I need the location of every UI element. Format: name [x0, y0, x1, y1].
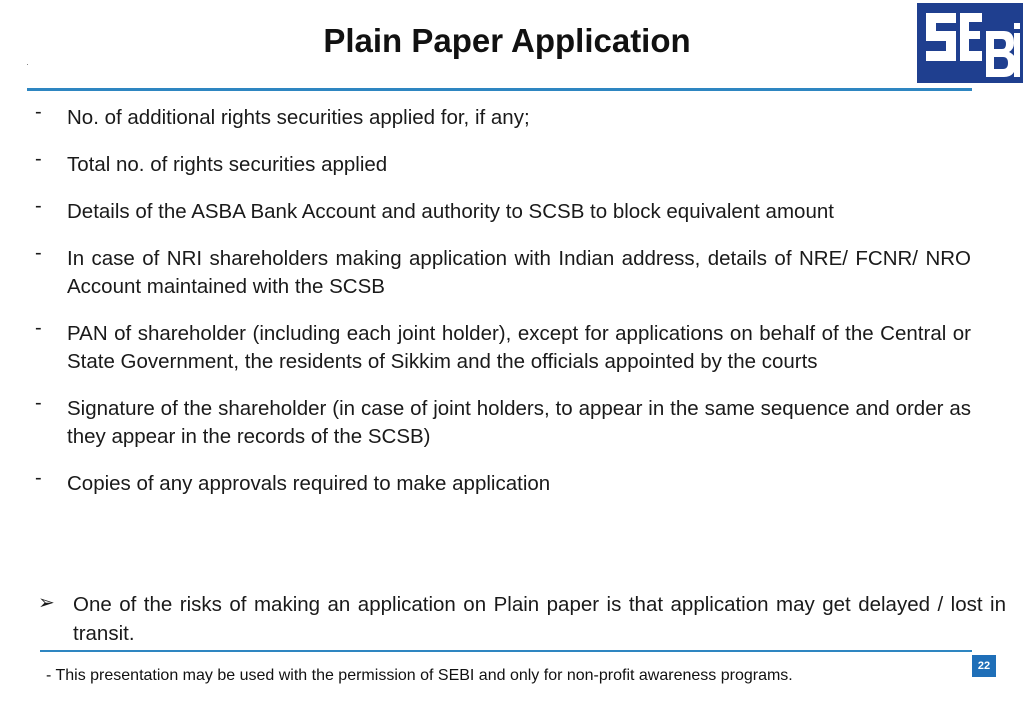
list-item: - Copies of any approvals required to make application	[33, 470, 971, 498]
risk-note-text: One of the risks of making an application on Plain paper is that application may get delayed / lost in transit.	[73, 593, 1006, 645]
list-item: - PAN of shareholder (including each joint holder), except for applications on behalf of the Central or State Government, the residents of Sikkim and the officials appointed by the courts	[33, 320, 971, 376]
list-item: - Total no. of rights securities applied	[33, 151, 971, 179]
footer-divider	[40, 650, 972, 652]
page-number-badge: 22	[972, 655, 996, 677]
list-item: - Details of the ASBA Bank Account and authority to SCSB to block equivalent amount	[33, 198, 971, 226]
footer-disclaimer: - This presentation may be used with the permission of SEBI and only for non-profit awareness programs.	[46, 667, 793, 684]
header-divider	[27, 88, 972, 91]
dash-bullet-icon: -	[35, 467, 42, 489]
dash-bullet-icon: -	[35, 317, 42, 339]
dash-bullet-icon: -	[35, 242, 42, 264]
dash-bullet-icon: -	[35, 148, 42, 170]
stray-dot	[27, 64, 28, 65]
list-item: - Signature of the shareholder (in case of joint holders, to appear in the same sequence and order as they appear in the records of the SCSB)	[33, 395, 971, 451]
dash-bullet-icon: -	[35, 392, 42, 414]
risk-note	[38, 590, 1006, 648]
sebi-logo	[916, 1, 1024, 85]
list-item: - No. of additional rights securities applied for, if any;	[33, 104, 971, 132]
dash-bullet-icon: -	[35, 195, 42, 217]
slide-title: Plain Paper Application	[323, 22, 691, 59]
arrow-bullet-icon: ➢	[38, 592, 55, 614]
requirement-list	[33, 101, 971, 517]
dash-bullet-icon: -	[35, 101, 42, 123]
list-item: - In case of NRI shareholders making application with Indian address, details of NRE/ FCNR/ NRO Account maintained with the SCSB	[33, 245, 971, 301]
